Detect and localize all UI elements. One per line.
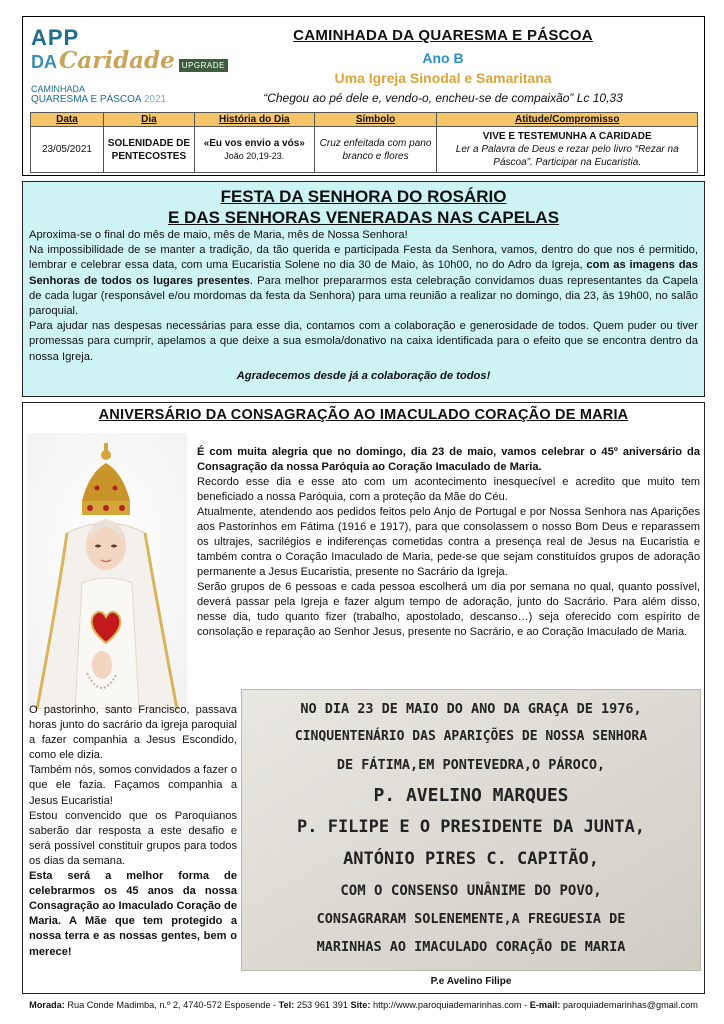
historia-title: «Eu vos envio a vós» bbox=[203, 137, 305, 149]
festa-p2c: . Para melhor prepararmos esta celebração convidamos duas representantes da Capela de cada lugar (responsável e/ou mordomas da festa da Senhora) para uma reunião a realizar no domingo, dia 23, às 19h00, no salão paroquial. bbox=[29, 274, 698, 318]
col-dia: Dia bbox=[103, 113, 194, 127]
header-ano: Ano B bbox=[422, 50, 464, 66]
atitude-title: VIVE E TESTEMUNHA A CARIDADE bbox=[482, 131, 652, 142]
header-tema: Uma Igreja Sinodal e Samaritana bbox=[334, 70, 552, 86]
side-paragraph-3: Estou convencido que os Paroquianos saberão dar resposta a este desafio e será possível constituir grupos para todos os dias da semana. bbox=[29, 809, 237, 867]
plaque-text bbox=[241, 689, 701, 971]
our-lady-of-fatima-statue-image bbox=[27, 433, 187, 709]
aniversario-section bbox=[22, 402, 705, 994]
side-paragraph-4: Esta será a melhor forma de celebrarmos os 45 anos da nossa Consagração ao Imaculado Coração de Maria. A Mãe que tem protegido a nossa terra e as nossas gentes, bem o merece! bbox=[29, 870, 237, 958]
aniversario-side-text bbox=[29, 703, 237, 960]
aniversario-title: ANIVERSÁRIO DA CONSAGRAÇÃO AO IMACULADO CORAÇÃO DE MARIA bbox=[98, 407, 629, 423]
festa-thanks: Agradecemos desde já a colaboração de todos! bbox=[236, 369, 491, 382]
logo-year: 2021 bbox=[143, 94, 167, 105]
aniversario-paragraph-2: Atualmente, atendendo aos pedidos feitos pelo Anjo de Portugal e por Nossa Senhora nas Aparições aos Pastorinhos em Fátima (1916 e 1917), para que consolassem o nosso Bom Deus e reparassem os ultrajes, sacrilégios e indiferenças cometidas contra a presença real de Jesus na Eucaristia e também contra o Coração Imaculado de Maria, pede-se que sejam constituídos grupos de adoração permanente a Jesus Eucaristia, presente no Sacrário da Igreja. bbox=[197, 506, 700, 578]
plaque-line: MARINHAS AO IMACULADO CORAÇÃO DE MARIA bbox=[316, 939, 626, 955]
logo-quaresma: QUARESMA E PÁSCOA bbox=[31, 94, 142, 105]
festa-paragraph-3: Para ajudar nas despesas necessárias para esse dia, contamos com a colaboração e generosidade de todos. Quem puder ou tiver promessas para cumprir, apelamos a que deixe a sua esmola/donativo na caixa identificada para o efeito que se encontra dentro da nossa Igreja. bbox=[29, 320, 698, 363]
festa-paragraph-2 bbox=[29, 243, 698, 319]
schedule-table bbox=[30, 112, 698, 173]
festa-title-1: FESTA DA SENHORA DO ROSÁRIO bbox=[220, 187, 507, 206]
aniversario-paragraph-1: Recordo esse dia e esse ato com um acontecimento inesquecível e acredito que muito tem beneficiado a nossa Paróquia, com a proteção da Mãe do Céu. bbox=[197, 476, 700, 503]
col-simbolo: Símbolo bbox=[314, 113, 437, 127]
plaque-line: NO DIA 23 DE MAIO DO ANO DA GRAÇA DE 1976, bbox=[300, 701, 642, 717]
logo-upgrade: UPGRADE bbox=[179, 59, 228, 72]
header-quote: “Chegou ao pé dele e, vendo-o, encheu-se de compaixão” Lc 10,33 bbox=[263, 91, 623, 105]
festa-p2a: Na impossibilidade de se manter a tradição, da tão querida e participada Festa da Senhora, vamos, dentro do que nos é permitido, lembrar e celebrar essa data, com uma Eucaristia Solene no dia 30 de Maio, às 10h00, no do Adro da Igreja, bbox=[29, 244, 698, 272]
logo-da: DA bbox=[31, 52, 57, 72]
plaque-line: ANTÓNIO PIRES C. CAPITÃO, bbox=[343, 849, 599, 869]
aniversario-lead: É com muita alegria que no domingo, dia 23 de maio, vamos celebrar o 45º aniversário da Consagração da nossa Paróquia ao Coração Imaculado de Maria. bbox=[197, 446, 700, 473]
plaque-line: CONSAGRARAM SOLENEMENTE,A FREGUESIA DE bbox=[316, 911, 626, 927]
cell-atitude bbox=[437, 127, 698, 173]
plaque-line: P. AVELINO MARQUES bbox=[373, 785, 569, 806]
footer-email-link[interactable]: paroquiademarinhas@gmail.com bbox=[560, 1000, 698, 1010]
footer-morada: Rua Conde Madimba, n.º 2, 4740-572 Esposende - bbox=[64, 1000, 279, 1010]
app-logo bbox=[31, 25, 225, 120]
footer-site-link[interactable]: http://www.paroquiademarinhas.com - bbox=[370, 1000, 530, 1010]
cell-dia: SOLENIDADE DE PENTECOSTES bbox=[103, 127, 194, 173]
cell-historia bbox=[194, 127, 314, 173]
cell-simbolo: Cruz enfeitada com pano branco e flores bbox=[314, 127, 437, 173]
festa-paragraph-1: Aproxima-se o final do mês de maio, mês de Maria, mês de Nossa Senhora! bbox=[29, 229, 408, 241]
logo-caminhada: CAMINHADA bbox=[31, 84, 86, 94]
plaque-line: CINQUENTENÁRIO DAS APARIÇÕES DE NOSSA SENHORA bbox=[294, 729, 648, 744]
historia-ref: João 20,19-23. bbox=[224, 150, 285, 161]
footer-site-label: Site: bbox=[350, 1000, 371, 1010]
logo-app: APP bbox=[31, 25, 80, 50]
page-title: CAMINHADA DA QUARESMA E PÁSCOA bbox=[293, 27, 593, 44]
col-atitude: Atitude/Compromisso bbox=[437, 113, 698, 127]
col-data: Data bbox=[31, 113, 104, 127]
festa-section bbox=[22, 181, 705, 397]
col-historia: História do Dia bbox=[194, 113, 314, 127]
plaque-line: P. FILIPE E O PRESIDENTE DA JUNTA, bbox=[297, 817, 645, 837]
commemorative-plaque-image bbox=[241, 689, 701, 971]
footer-morada-label: Morada: bbox=[29, 1000, 65, 1010]
festa-title-2: E DAS SENHORAS VENERADAS NAS CAPELAS bbox=[167, 208, 560, 227]
aniversario-main-text bbox=[197, 445, 700, 640]
logo-caridade: Caridade bbox=[59, 47, 175, 74]
plaque-line: DE FÁTIMA,EM PONTEVEDRA,O PÁROCO, bbox=[336, 757, 606, 773]
festa-p2b: com as imagens das Senhoras de todos os lugares presentes bbox=[29, 259, 698, 287]
footer-email-label: E-mail: bbox=[529, 1000, 561, 1010]
footer-tel: 253 961 391 bbox=[294, 1000, 351, 1010]
aniversario-paragraph-3: Serão grupos de 6 pessoas e cada pessoa escolherá um dia por semana no qual, quanto possível, deverá passar pela Igreja e fazer algum tempo de adoração, junto do Sacrário. Para além disso, nesse dia, tudo quanto fizer (trabalho, apostolado, descanso…) seja oferecido com espírito de consolação e reparação ao Senhor Jesus, presente no Sacrário, e ao Coração Imaculado de Maria. bbox=[197, 581, 700, 638]
signature: P.e Avelino Filipe bbox=[430, 976, 512, 987]
plaque-line: COM O CONSENSO UNÂNIME DO POVO, bbox=[340, 883, 602, 899]
header-box bbox=[22, 16, 705, 176]
side-paragraph-1: O pastorinho, santo Francisco, passava horas junto do sacrário da igreja paroquial a fazer companhia a Jesus Escondido, como ele dizia. bbox=[29, 704, 237, 762]
atitude-text: Ler a Palavra de Deus e rezar pelo livro “Rezar na Páscoa”. Participar na Eucaristia. bbox=[455, 144, 679, 168]
footer bbox=[22, 1000, 705, 1010]
side-paragraph-2: Também nós, somos convidados a fazer o que ele fazia. Façamos companhia a Jesus Eucaristia! bbox=[29, 764, 237, 807]
footer-tel-label: Tel: bbox=[278, 1000, 295, 1010]
cell-data: 23/05/2021 bbox=[31, 127, 104, 173]
table-row bbox=[31, 127, 698, 173]
